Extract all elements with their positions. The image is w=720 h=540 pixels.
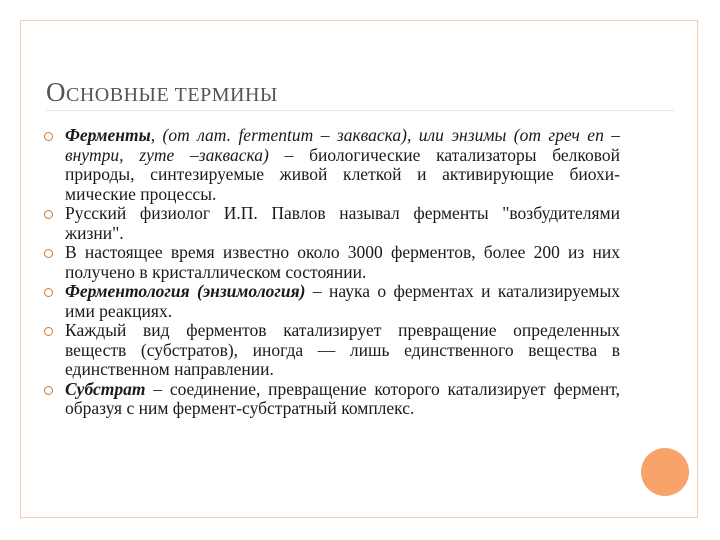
bullet-icon	[44, 249, 53, 258]
bullet-icon	[44, 132, 53, 141]
list-item	[44, 204, 620, 243]
title-initial: О	[46, 77, 66, 107]
bullet-icon	[44, 386, 53, 395]
item-text: Русский физиолог И.П. Павлов называл ферменты "возбудителями жизни".	[65, 203, 620, 243]
title-divider	[46, 110, 674, 111]
bullet-icon	[44, 288, 53, 297]
decorative-circle	[641, 448, 689, 496]
list-item	[44, 380, 620, 419]
item-text: – соединение, превращение которого катализирует фермент, образуя с ним фермент-субстратный комплекс.	[65, 378, 620, 418]
term-substrate: Субстрат	[65, 378, 146, 399]
list-item	[44, 243, 620, 282]
slide-title	[46, 72, 278, 109]
item-text: В настоящее время известно около 3000 ферментов, более 200 из них получено в кристаллическом состоянии.	[65, 242, 620, 282]
list-item	[44, 126, 620, 204]
bullet-list	[44, 126, 620, 419]
list-item	[44, 321, 620, 380]
etymology-text: , (от лат. fermentum – закваска), или энзимы (от греч en – внутри, zyme –закваска) –	[65, 125, 620, 165]
item-text: – наука о ферментах и катализируемых ими реакциях.	[65, 281, 620, 321]
definition-text: биологические катализаторы белковой природы, синтезируемые живой клеткой и активирующие биохи-мические процессы.	[65, 144, 620, 204]
bullet-icon	[44, 327, 53, 336]
term-enzymology: Ферментология (энзимология)	[65, 281, 306, 301]
item-text: Каждый вид ферментов катализирует превращение определенных веществ (субстратов), иногда — лишь единственного вещества в единственном направлении.	[65, 320, 620, 379]
bullet-icon	[44, 210, 53, 219]
term-enzymes: Ферменты	[65, 125, 151, 145]
list-item	[44, 282, 620, 321]
title-rest: СНОВНЫЕ ТЕРМИНЫ	[66, 84, 278, 106]
